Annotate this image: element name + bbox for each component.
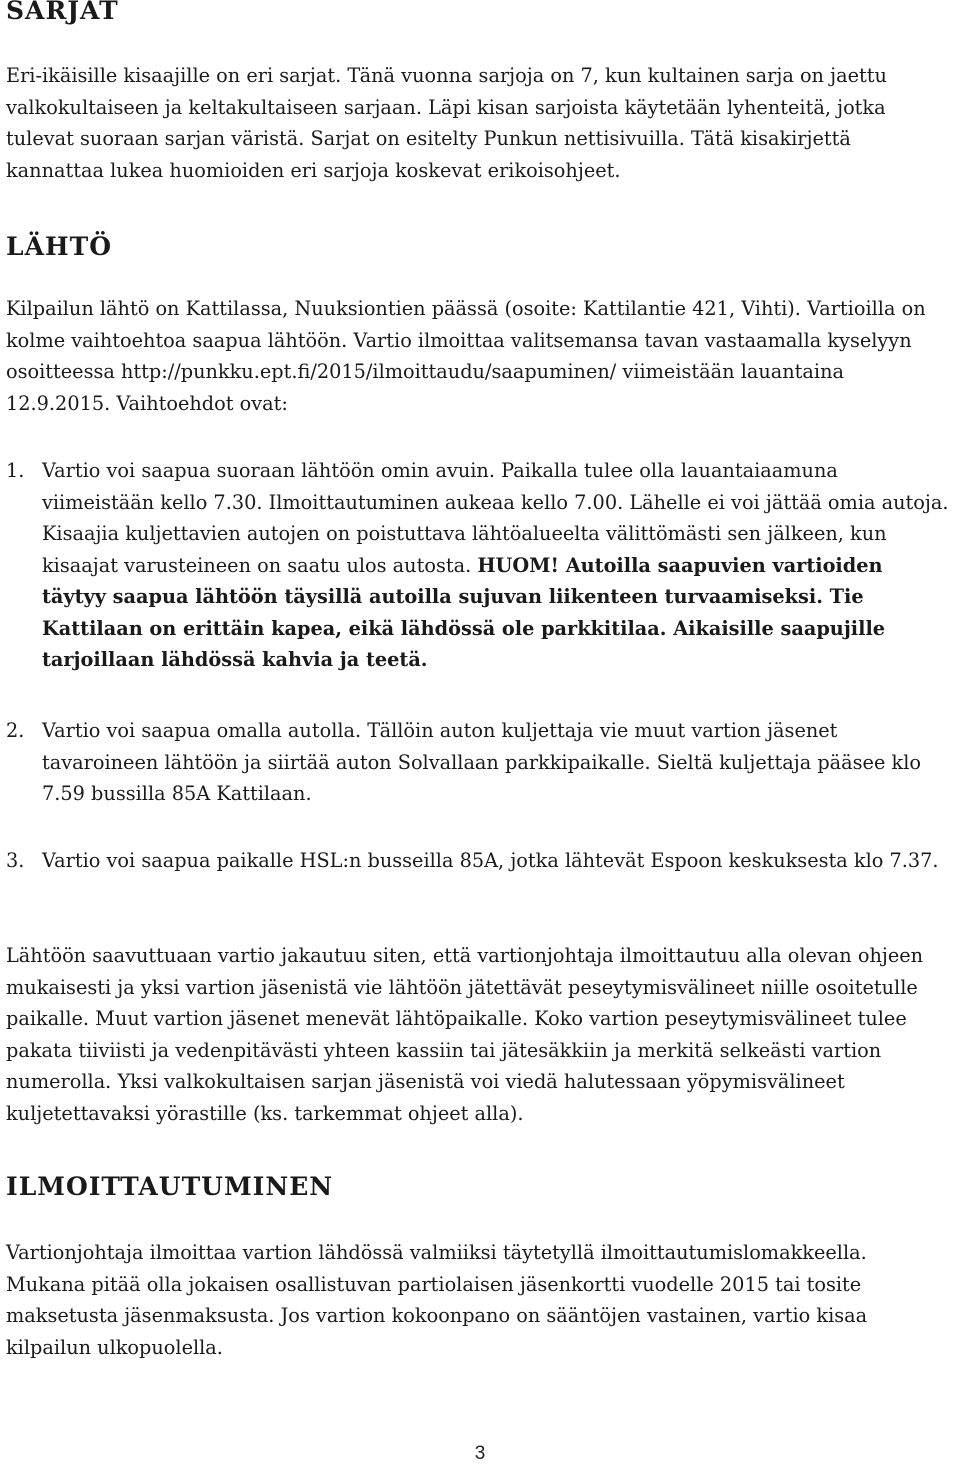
list-item-text: Vartio voi saapua paikalle HSL:n busseilla 85A, jotka lähtevät Espoon keskuksesta klo 7.37.	[42, 849, 939, 872]
option-1-bold-notice: HUOM! Autoilla saapuvien vartioiden täytyy saapua lähtöön täysillä autoilla sujuvan liikenteen turvaamiseksi. Tie Kattilaan on erittäin kapea, eikä lähdössä ole parkkitilaa. Aikaisille saapujille tarjoillaan lähdössä kahvia ja teetä.	[42, 553, 886, 671]
paragraph-lahto-arrival: Lähtöön saavuttuaan vartio jakautuu siten, että vartionjohtaja ilmoittautuu alla olevan ohjeen mukaisesti ja yksi vartion jäsenistä vie lähtöön jätettävät peseytymisvälineet niille osoitetulle paikalle. Muut vartion jäsenet menevät lähtöpaikalle. Koko vartion peseytymisvälineet tulee pakata tiiviisti ja vedenpitävästi yhteen kassiin tai jätesäkkiin ja merkitä selkeästi vartion numerolla. Yksi valkokultaisen sarjan jäsenistä voi viedä halutessaan yöpymisvälineet kuljetettavaksi yörastille (ks. tarkemmat ohjeet alla).	[6, 944, 924, 1125]
list-item-number: 2.	[6, 719, 25, 742]
list-item-number: 3.	[6, 849, 25, 872]
heading-lahto: LÄHTÖ	[6, 232, 112, 261]
list-item-text: Vartio voi saapua omalla autolla. Tällöin auton kuljettaja vie muut vartion jäsenet tavaroineen lähtöön ja siirtää auton Solvallaan parkkipaikalle. Sieltä kuljettaja pääsee klo 7.59 bussilla 85A Kattilaan.	[42, 719, 921, 805]
paragraph-sarjat: Eri-ikäisille kisaajille on eri sarjat. Tänä vuonna sarjoja on 7, kun kultainen sarja on jaettu valkokultaiseen ja keltakultaiseen sarjaan. Läpi kisan sarjoista käytetään lyhenteitä, jotka tulevat suoraan sarjan väristä. Sarjat on esitelty Punkun nettisivuilla. Tätä kisakirjettä kannattaa lukea huomioiden eri sarjoja koskevat erikoisohjeet.	[6, 64, 887, 182]
option-1-text: Vartio voi saapua suoraan lähtöön omin avuin. Paikalla tulee olla lauantaiaamuna viimeistään kello 7.30. Ilmoittautuminen aukeaa kello 7.00. Lähelle ei voi jättää omia autoja. Kisaajia kuljettavien autojen on poistuttava lähtöalueelta välittömästi sen jälkeen, kun kisaajat varusteineen on saatu ulos autosta.	[42, 459, 949, 577]
list-item-text	[42, 455, 952, 676]
list-item-option-2	[6, 715, 952, 810]
list-item-option-1	[6, 455, 952, 676]
heading-sarjat: SARJAT	[6, 0, 119, 25]
list-item-number: 1.	[6, 459, 25, 482]
heading-ilmoittautuminen: ILMOITTAUTUMINEN	[6, 1172, 334, 1201]
page-number: 3	[474, 1443, 486, 1464]
list-item-option-3	[6, 845, 952, 877]
paragraph-ilmoittautuminen: Vartionjohtaja ilmoittaa vartion lähdössä valmiiksi täytetyllä ilmoittautumislomakkeella. Mukana pitää olla jokaisen osallistuvan partiolaisen jäsenkortti vuodelle 2015 tai tosite maksetusta jäsenmaksusta. Jos vartion kokoonpano on sääntöjen vastainen, vartio kisaa kilpailun ulkopuolella.	[6, 1241, 868, 1359]
paragraph-lahto: Kilpailun lähtö on Kattilassa, Nuuksiontien päässä (osoite: Kattilantie 421, Vihti). Vartioilla on kolme vaihtoehtoa saapua lähtöön. Vartio ilmoittaa valitsemansa tavan vastaamalla kyselyyn osoitteessa http://punkku.ept.fi/2015/ilmoittaudu/saapuminen/ viimeistään lauantaina 12.9.2015. Vaihtoehdot ovat:	[6, 297, 926, 415]
